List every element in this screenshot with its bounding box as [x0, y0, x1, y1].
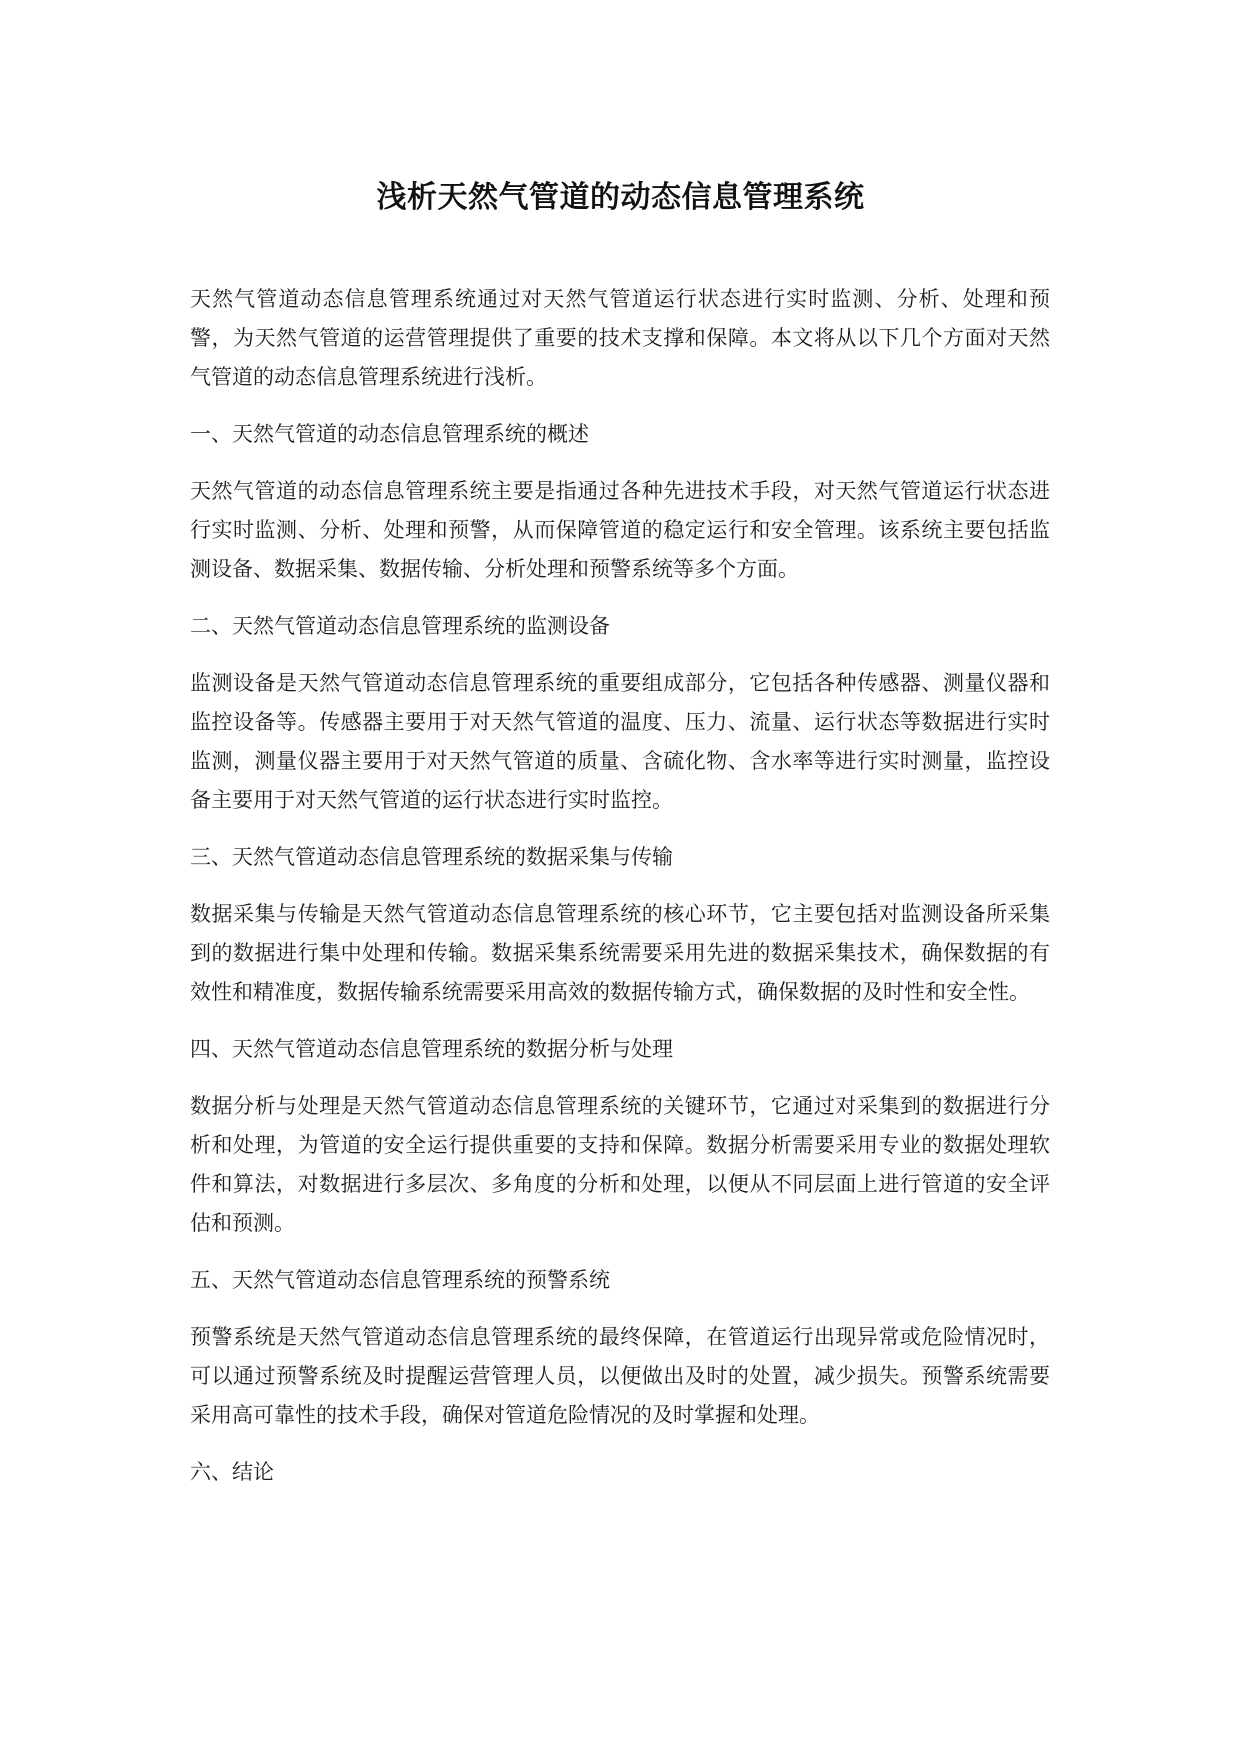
section-heading-3: 三、天然气管道动态信息管理系统的数据采集与传输 — [190, 845, 673, 869]
section-paragraph-5: 预警系统是天然气管道动态信息管理系统的最终保障，在管道运行出现异常或危险情况时，可以通过预警系统及时提醒运营管理人员，以便做出及时的处置，减少损失。预警系统需要采用高可靠性的技术手段，确保对管道危险情况的及时掌握和处理。 — [190, 1325, 1050, 1427]
section-heading-1: 一、天然气管道的动态信息管理系统的概述 — [190, 422, 589, 446]
section-paragraph-2: 监测设备是天然气管道动态信息管理系统的重要组成部分，它包括各种传感器、测量仪器和监控设备等。传感器主要用于对天然气管道的温度、压力、流量、运行状态等数据进行实时监测，测量仪器主要用于对天然气管道的质量、含硫化物、含水率等进行实时测量，监控设备主要用于对天然气管道的运行状态进行实时监控。 — [190, 671, 1050, 812]
section-paragraph-3: 数据采集与传输是天然气管道动态信息管理系统的核心环节，它主要包括对监测设备所采集到的数据进行集中处理和传输。数据采集系统需要采用先进的数据采集技术，确保数据的有效性和精准度，数据传输系统需要采用高效的数据传输方式，确保数据的及时性和安全性。 — [190, 902, 1050, 1004]
document-body — [190, 280, 1050, 1510]
section-paragraph-1: 天然气管道的动态信息管理系统主要是指通过各种先进技术手段，对天然气管道运行状态进行实时监测、分析、处理和预警，从而保障管道的稳定运行和安全管理。该系统主要包括监测设备、数据采集、数据传输、分析处理和预警系统等多个方面。 — [190, 479, 1050, 581]
document-title: 浅析天然气管道的动态信息管理系统 — [376, 180, 865, 215]
section-heading-6: 六、结论 — [190, 1460, 274, 1484]
section-heading-5: 五、天然气管道动态信息管理系统的预警系统 — [190, 1268, 610, 1292]
section-heading-4: 四、天然气管道动态信息管理系统的数据分析与处理 — [190, 1037, 673, 1061]
intro-paragraph: 天然气管道动态信息管理系统通过对天然气管道运行状态进行实时监测、分析、处理和预警，为天然气管道的运营管理提供了重要的技术支撑和保障。本文将从以下几个方面对天然气管道的动态信息管理系统进行浅析。 — [190, 287, 1050, 389]
section-paragraph-4: 数据分析与处理是天然气管道动态信息管理系统的关键环节，它通过对采集到的数据进行分析和处理，为管道的安全运行提供重要的支持和保障。数据分析需要采用专业的数据处理软件和算法，对数据进行多层次、多角度的分析和处理，以便从不同层面上进行管道的安全评估和预测。 — [190, 1094, 1050, 1235]
section-heading-2: 二、天然气管道动态信息管理系统的监测设备 — [190, 614, 610, 638]
